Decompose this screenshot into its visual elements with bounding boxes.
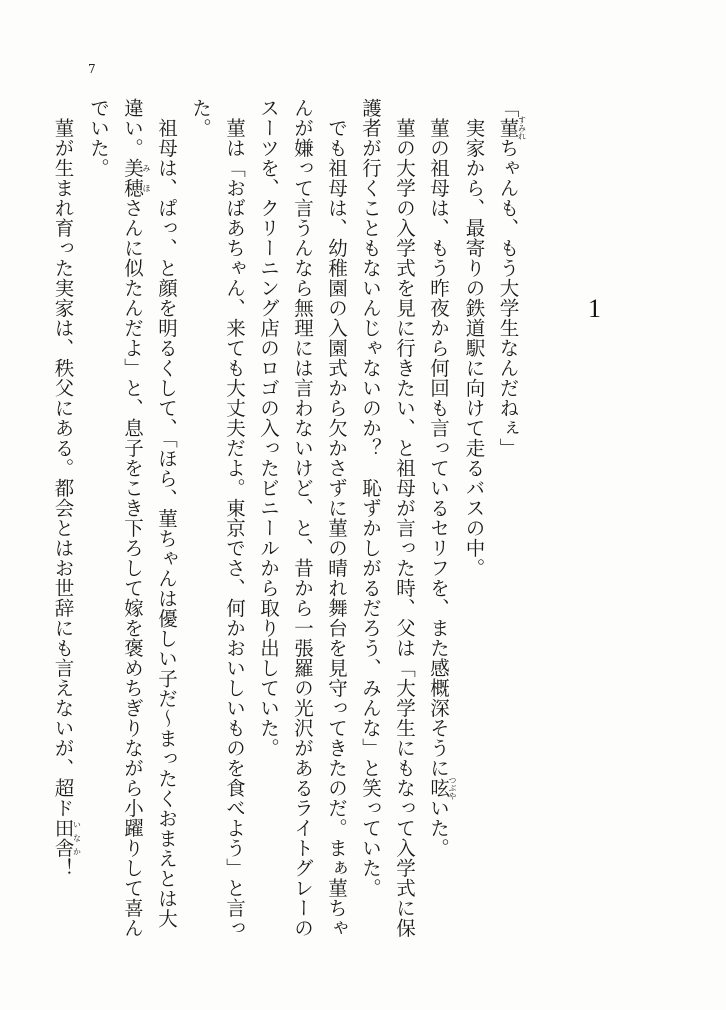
paragraph-4: 菫の大学の入学式を見に行きたい、と祖母が言った時、父は「大学生にもなって入学式に保護者が行くこともないんじゃないのか？ 恥ずかしがるだろう、みんな」と笑っていた。: [359, 98, 416, 938]
chapter-number: 1: [588, 294, 601, 323]
paragraph-6: 菫は「おばあちゃん、来ても大丈夫だよ。東京でさ、何かおいしいものを食べよう」と言った。: [189, 98, 246, 938]
paragraph-5: でも祖母は、幼稚園の入園式から欠かさずに菫の晴れ舞台を見守ってきたのだ。まぁ菫ちゃんが嫌って言うんなら無理には言わないけど、と、昔から一張羅の光沢があるライトグレーのスーツを、クリーニング店のロゴの入ったビニールから取り出していた。: [257, 98, 348, 938]
paragraph-8: 菫が生まれ育った実家は、秩父にある。都会とはお世辞にも言えないが、超ド田舎いなか！: [51, 117, 82, 878]
body-text: [46, 98, 527, 938]
paragraph-7: 祖母は、ぱっ、と顔を明るくして、「ほら、菫ちゃんは優しい子だ～まったくおまえとは大違い。美穂みほさんに似たんだよ」と、息子をこき下ろして嫁を褒めちぎりながら小躍りして喜んでいた。: [87, 98, 178, 938]
page-number: 7: [88, 62, 96, 76]
paragraph-2: 実家から、最寄りの鉄道駅に向けて走るバスの中。: [462, 117, 486, 578]
paragraph-3: 菫の祖母は、もう昨夜から何回も言っているセリフを、また感概深そうに呟つぶやいた。: [427, 117, 457, 858]
paragraph-1: 「菫すみれちゃんも、もう大学生なんだねぇ」: [496, 98, 527, 458]
